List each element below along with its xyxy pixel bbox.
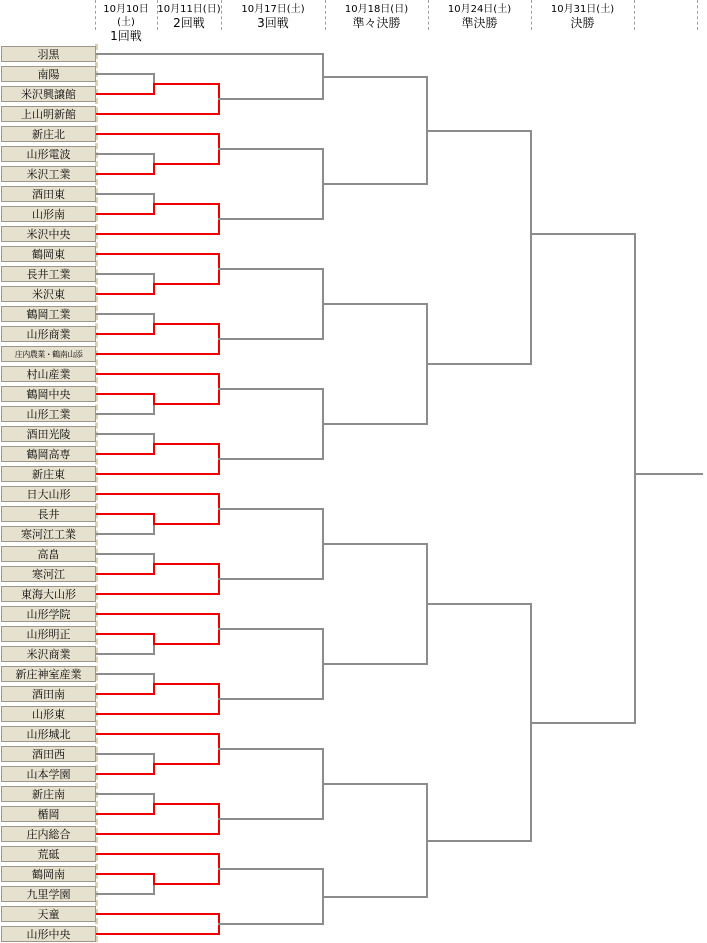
team-box: [1, 786, 96, 802]
team-name: 高畠: [37, 548, 60, 561]
team-box: [1, 586, 96, 602]
team-name: 鶴岡高専: [26, 448, 71, 461]
header-separator: [221, 0, 222, 30]
bracket-line-h: [95, 833, 220, 835]
champion-line: [634, 473, 703, 475]
team-box: [1, 226, 96, 242]
semifinal-label: 準決勝: [461, 16, 498, 30]
team-name: 羽黒: [37, 48, 60, 61]
bracket-line-h: [218, 268, 324, 270]
team-name: 上山明新館: [21, 108, 76, 121]
semifinal-date: 10月24日(土): [447, 4, 512, 15]
team-box: [1, 706, 96, 722]
bracket-line-h: [218, 98, 324, 100]
bracket-line-h: [95, 653, 155, 655]
team-name: 山形電波: [26, 148, 71, 161]
bracket-line-h: [426, 603, 532, 605]
bracket-line-h: [95, 273, 155, 275]
bracket-line-h: [218, 628, 324, 630]
bracket-line-h: [95, 513, 155, 515]
team-box: [1, 46, 96, 62]
bracket-line-h: [322, 783, 428, 785]
team-name: 新庄北: [32, 128, 65, 141]
bracket-line-h: [426, 840, 532, 842]
team-name: 酒田西: [32, 748, 65, 761]
team-box: [1, 886, 96, 902]
bracket-line-h: [426, 363, 532, 365]
bracket-line-h: [95, 353, 220, 355]
header-separator: [157, 0, 158, 30]
header-separator: [428, 0, 429, 30]
bracket-line-h: [95, 793, 155, 795]
header-col-semifinal: [428, 3, 531, 32]
team-name: 日大山形: [26, 488, 71, 501]
bracket-line-h: [218, 698, 324, 700]
bracket-line-h: [95, 313, 155, 315]
team-name: 新庄神室産業: [15, 668, 82, 681]
bracket-line-h: [153, 203, 220, 205]
team-name: 山形南: [32, 208, 65, 221]
team-name: 米沢商業: [26, 648, 71, 661]
team-name: 九里学園: [26, 888, 71, 901]
team-name: 鶴岡工業: [26, 308, 71, 321]
bracket-line-h: [95, 773, 155, 775]
bracket-line-h: [530, 722, 636, 724]
bracket-line-h: [530, 233, 636, 235]
team-box: [1, 686, 96, 702]
header-separator: [531, 0, 532, 30]
team-name: 新庄南: [32, 788, 65, 801]
team-name: 山形学院: [26, 608, 71, 621]
team-box: [1, 66, 96, 82]
bracket-line-h: [95, 293, 155, 295]
bracket-line-h: [153, 683, 220, 685]
final-date: 10月31日(土): [550, 4, 615, 15]
bracket-line-h: [218, 148, 324, 150]
team-box: [1, 186, 96, 202]
bracket-line-h: [95, 433, 155, 435]
team-box: [1, 746, 96, 762]
team-name: 長井工業: [26, 268, 71, 281]
team-box: [1, 446, 96, 462]
team-box: [1, 366, 96, 382]
bracket-line-h: [153, 323, 220, 325]
bracket-line-h: [218, 868, 324, 870]
bracket-line-h: [153, 83, 220, 85]
bracket-line-h: [95, 693, 155, 695]
bracket-line-h: [95, 173, 155, 175]
team-box: [1, 346, 96, 362]
team-name: 長井: [37, 508, 60, 521]
team-box: [1, 646, 96, 662]
bracket-line-h: [218, 578, 324, 580]
team-name: 楯岡: [37, 808, 60, 821]
bracket-line-h: [95, 533, 155, 535]
bracket-line-h: [95, 453, 155, 455]
bracket-line-h: [95, 233, 220, 235]
team-box: [1, 386, 96, 402]
team-name: 米沢東: [32, 288, 65, 301]
team-box: [1, 146, 96, 162]
bracket-line-h: [95, 633, 155, 635]
bracket-line-h: [95, 733, 220, 735]
team-name: 山形中央: [26, 928, 71, 941]
team-name: 山形東: [32, 708, 65, 721]
team-box: [1, 906, 96, 922]
team-name: 山形商業: [26, 328, 71, 341]
team-box: [1, 166, 96, 182]
bracket-line-h: [95, 913, 220, 915]
header-col-quarterfinal: [325, 3, 428, 32]
team-name: 寒河江: [32, 568, 65, 581]
team-name: 庄内総合: [26, 828, 71, 841]
bracket-line-h: [218, 458, 324, 460]
round1-date: 10月10日(土): [103, 4, 149, 28]
team-box: [1, 726, 96, 742]
bracket-line-h: [218, 388, 324, 390]
team-box: [1, 126, 96, 142]
bracket-line-h: [153, 283, 220, 285]
team-box: [1, 406, 96, 422]
bracket-line-h: [95, 193, 155, 195]
bracket-line-h: [95, 713, 220, 715]
team-name: 荒砥: [37, 848, 60, 861]
bracket-line-h: [322, 896, 428, 898]
bracket-line-h: [95, 73, 155, 75]
team-box: [1, 546, 96, 562]
bracket-line-h: [95, 613, 220, 615]
team-name: 米沢工業: [26, 168, 71, 181]
header-col-final: [531, 3, 634, 32]
bracket-line-h: [95, 413, 155, 415]
bracket-line-h: [95, 113, 220, 115]
bracket-line-h: [95, 933, 220, 935]
team-box: [1, 666, 96, 682]
team-name: 寒河江工業: [21, 528, 76, 541]
bracket-line-h: [218, 748, 324, 750]
team-box: [1, 506, 96, 522]
bracket-line-h: [426, 130, 532, 132]
bracket-line-h: [95, 373, 220, 375]
team-box: [1, 626, 96, 642]
team-name: 庄内農業・鶴南山添: [14, 349, 83, 359]
bracket-line-h: [153, 883, 220, 885]
bracket-line-h: [322, 543, 428, 545]
bracket-line-h: [95, 873, 155, 875]
round1-label: 1回戦: [110, 29, 142, 43]
team-box: [1, 246, 96, 262]
header-col-round3: [221, 3, 325, 32]
team-name: 山形工業: [26, 408, 71, 421]
header-separator: [325, 0, 326, 30]
team-name: 天童: [37, 908, 60, 921]
quarterfinal-label: 準々決勝: [352, 16, 401, 30]
bracket-line-h: [95, 53, 324, 55]
bracket-line-h: [153, 163, 220, 165]
team-box: [1, 266, 96, 282]
round3-date: 10月17日(土): [241, 4, 305, 15]
bracket-line-h: [95, 253, 220, 255]
quarterfinal-date: 10月18日(日): [344, 4, 409, 15]
team-box: [1, 466, 96, 482]
round3-label: 3回戦: [257, 16, 289, 30]
header-col-round2: [157, 3, 221, 32]
bracket-line-h: [322, 423, 428, 425]
bracket-line-h: [218, 818, 324, 820]
bracket-line-h: [95, 853, 220, 855]
team-name: 酒田光陵: [26, 428, 71, 441]
team-name: 米沢興譲館: [21, 88, 76, 101]
team-box: [1, 86, 96, 102]
bracket-line-h: [95, 213, 155, 215]
bracket-line-h: [95, 493, 220, 495]
team-name: 山本学園: [26, 768, 71, 781]
bracket-line-h: [322, 183, 428, 185]
team-name: 新庄東: [32, 468, 65, 481]
bracket-line-h: [95, 393, 155, 395]
header-col-round1: [95, 3, 157, 45]
team-box: [1, 866, 96, 882]
team-box: [1, 106, 96, 122]
bracket-line-h: [218, 508, 324, 510]
final-label: 決勝: [570, 16, 595, 30]
header-separator: [95, 0, 96, 30]
bracket-line-h: [218, 218, 324, 220]
bracket-line-h: [95, 93, 155, 95]
team-name: 南陽: [37, 68, 60, 81]
header-separator: [697, 0, 698, 30]
team-box: [1, 306, 96, 322]
round2-date: 10月11日(日): [157, 4, 221, 15]
team-name: 鶴岡東: [32, 248, 65, 261]
bracket-line-h: [218, 338, 324, 340]
header-separator: [634, 0, 635, 30]
bracket-line-v: [530, 130, 532, 365]
bracket-line-h: [95, 153, 155, 155]
team-box: [1, 526, 96, 542]
team-name: 山形城北: [26, 728, 71, 741]
team-name: 山形明正: [26, 628, 71, 641]
team-box: [1, 806, 96, 822]
team-box: [1, 846, 96, 862]
bracket-line-h: [153, 443, 220, 445]
bracket-line-h: [322, 76, 428, 78]
bracket-line-h: [95, 333, 155, 335]
bracket-line-h: [153, 523, 220, 525]
bracket-line-h: [153, 643, 220, 645]
bracket-line-h: [153, 763, 220, 765]
team-box: [1, 766, 96, 782]
bracket-line-h: [95, 593, 220, 595]
bracket-line-h: [95, 473, 220, 475]
team-box: [1, 286, 96, 302]
team-name: 東海大山形: [21, 588, 76, 601]
bracket-line-h: [95, 813, 155, 815]
team-name: 村山産業: [26, 368, 71, 381]
bracket-line-h: [95, 553, 155, 555]
team-box: [1, 826, 96, 842]
bracket-line-h: [153, 803, 220, 805]
team-box: [1, 326, 96, 342]
bracket-line-h: [95, 133, 220, 135]
team-box: [1, 206, 96, 222]
team-box: [1, 926, 96, 942]
bracket-line-h: [153, 563, 220, 565]
bracket-line-h: [95, 893, 155, 895]
bracket-line-h: [218, 923, 324, 925]
team-box: [1, 426, 96, 442]
bracket-line-h: [322, 303, 428, 305]
round2-label: 2回戦: [173, 16, 205, 30]
team-box: [1, 606, 96, 622]
bracket-line-h: [95, 673, 155, 675]
bracket-line-h: [153, 403, 220, 405]
bracket-line-v: [634, 233, 636, 724]
team-box: [1, 486, 96, 502]
team-name: 鶴岡中央: [26, 388, 71, 401]
team-name: 鶴岡南: [32, 868, 65, 881]
team-name: 米沢中央: [26, 228, 71, 241]
bracket-line-h: [95, 573, 155, 575]
team-box: [1, 566, 96, 582]
bracket-line-h: [95, 753, 155, 755]
team-name: 酒田東: [32, 188, 65, 201]
team-name: 酒田南: [32, 688, 65, 701]
bracket-line-h: [322, 663, 428, 665]
